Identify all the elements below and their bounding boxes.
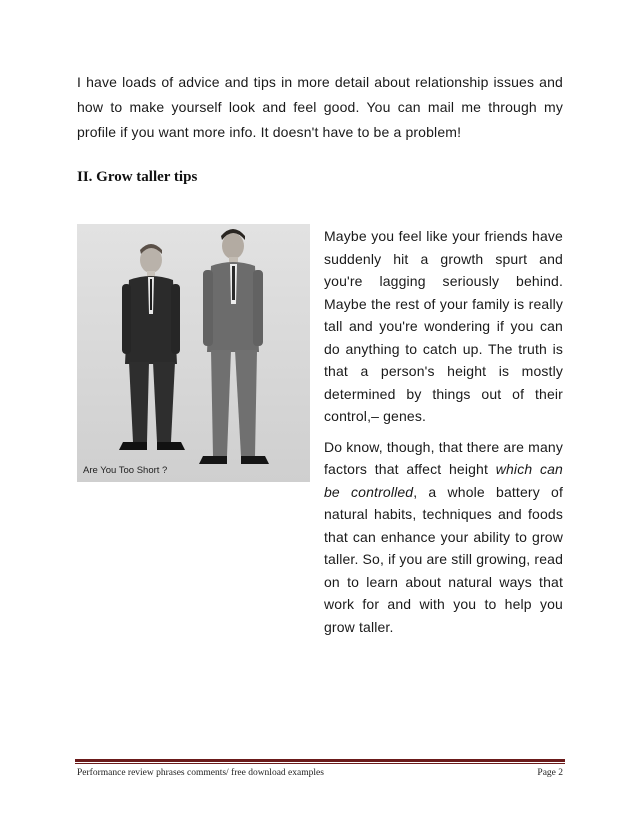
page-number: Page 2 xyxy=(537,768,563,778)
footer-rule-thin xyxy=(75,763,565,764)
body-paragraph-2 xyxy=(324,436,563,639)
paragraph-2-emphasis: which can be controlled xyxy=(324,461,563,500)
photo-caption: Are You Too Short ? xyxy=(83,465,168,476)
body-column xyxy=(324,225,563,646)
body-paragraph-1: Maybe you feel like your friends have suddenly hit a growth spurt and you're lagging seriously behind. Maybe the rest of your family is really tall and you're wondering if you can do anything to catch up. The truth is that a person's height is mostly determined by things out of their control,– genes. xyxy=(324,228,563,424)
paragraph-2-text-b: , a whole battery of natural habits, techniques and foods that can enhance your ability to grow taller. So, if you are still growing, read on to learn about natural ways that work for and with you to help you grow taller. xyxy=(324,483,563,635)
two-men-in-suits-icon xyxy=(77,224,310,482)
section-heading: II. Grow taller tips xyxy=(77,169,198,185)
two-men-photo xyxy=(77,224,310,482)
intro-paragraph: I have loads of advice and tips in more detail about relationship issues and how to make yourself look and feel good. You can mail me through my profile if you want more info. It doesn't have to be a problem! xyxy=(77,74,563,140)
footer-title: Performance review phrases comments/ free download examples xyxy=(77,768,324,778)
paragraph-2-text-a: Do know, though, that there are many factors that affect height xyxy=(324,438,563,477)
footer-rule-thick xyxy=(75,759,565,762)
